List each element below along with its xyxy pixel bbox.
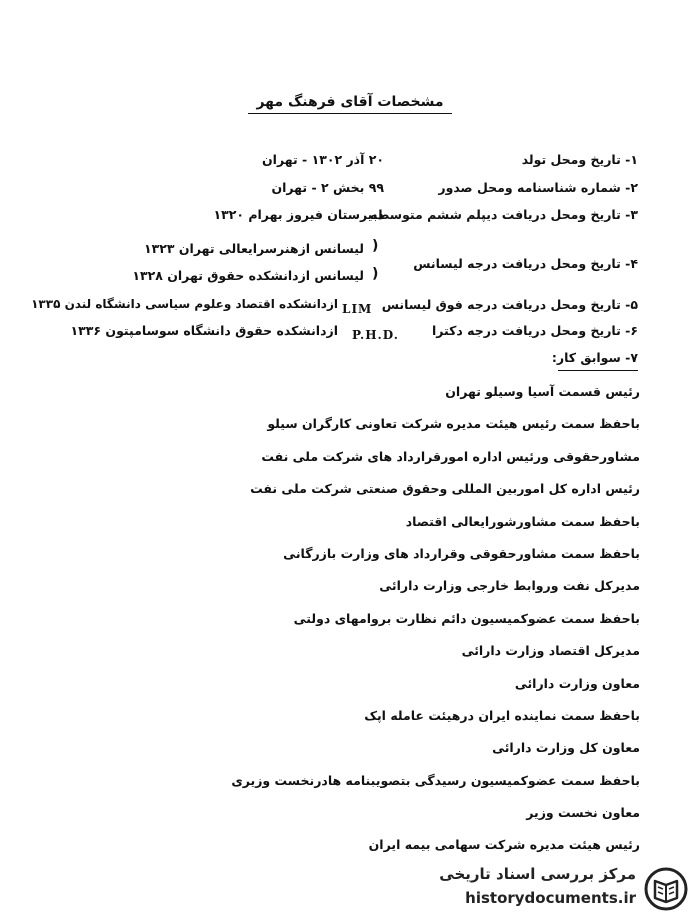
field-label-masters: ۵- تاریخ ومحل دریافت درجه فوق لیسانس <box>381 297 638 312</box>
heading-underline <box>558 370 638 371</box>
field-label-id-number: ۲- شماره شناسنامه ومحل صدور <box>438 180 638 195</box>
degree-abbrev-doctorate: P.H.D. <box>352 328 399 342</box>
field-value-bachelor-2: لیسانس ازدانشکده حقوق تهران ۱۳۲۸ <box>132 268 364 283</box>
career-item: باحفظ سمت نماینده ایران درهیئت عامله اپک <box>364 707 640 723</box>
career-item: باحفظ سمت رئیس هیئت مدیره شرکت تعاونی کارگران سیلو <box>267 416 640 432</box>
career-item: باحفظ سمت مشاورشورایعالی اقتصاد <box>405 513 640 529</box>
career-item: مدیرکل اقتصاد وزارت دارائی <box>461 643 640 659</box>
book-logo-icon <box>644 867 688 911</box>
degree-abbrev-masters: LIM <box>342 302 373 316</box>
career-item: مشاورحقوقی ورئیس اداره امورقرارداد های شرکت ملی نفت <box>261 448 640 464</box>
career-item: معاون کل وزارت دارائی <box>492 740 640 756</box>
career-item: معاون نخست وزیر <box>526 805 640 821</box>
field-label-diploma: ۳- تاریخ ومحل دریافت دیپلم ششم متوسطه <box>370 207 638 222</box>
brace-mark: ) <box>372 266 379 282</box>
career-item: رئیس اداره کل اموربین المللی وحقوق صنعتی شرکت ملی نفت <box>250 481 640 497</box>
career-heading: ۷- سوابق کار: <box>551 350 638 365</box>
career-item: معاون وزارت دارائی <box>514 675 640 691</box>
watermark-title: مرکز بررسی اسناد تاریخی <box>439 865 636 883</box>
watermark-url[interactable]: historydocuments.ir <box>465 889 636 907</box>
career-item: باحفظ سمت عضوکمیسیون رسیدگی بتصویبنامه هادرنخست وزیری <box>231 772 640 788</box>
field-value-doctorate: ازدانشکده حقوق دانشگاه سوسامپتون ۱۳۳۶ <box>70 323 338 338</box>
document-title: مشخصات آقای فرهنگ مهر <box>0 94 700 110</box>
field-label-bachelor: ۴- تاریخ ومحل دریافت درجه لیسانس <box>413 256 638 271</box>
career-item: باحفظ سمت مشاورحقوقی وقرارداد های وزارت بازرگانی <box>283 545 640 561</box>
field-value-bachelor-1: لیسانس ازهنرسرایعالی تهران ۱۳۲۳ <box>144 241 364 256</box>
field-value-diploma: دبیرستان فیروز بهرام ۱۳۲۰ <box>213 207 384 222</box>
field-value-masters: ازدانشکده اقتصاد وعلوم سیاسی دانشگاه لندن ۱۳۳۵ <box>31 297 338 311</box>
archive-watermark <box>388 863 688 915</box>
career-item: رئیس هیئت مدیره شرکت سهامی بیمه ایران <box>368 837 640 853</box>
career-item: باحفظ سمت عضوکمیسیون دائم نظارت بروامهای دولتی <box>293 610 640 626</box>
field-label-birth: ۱- تاریخ ومحل تولد <box>521 152 638 167</box>
career-item: مدیرکل نفت وروابط خارجی وزارت دارائی <box>379 578 640 594</box>
field-label-doctorate: ۶- تاریخ ومحل دریافت درجه دکترا <box>431 323 638 338</box>
brace-mark: ) <box>372 238 379 254</box>
field-value-id-number: ۹۹ بخش ۲ - تهران <box>271 180 384 195</box>
career-item: رئیس قسمت آسیا وسیلو تهران <box>445 384 640 399</box>
career-list <box>80 382 640 868</box>
field-value-birth: ۲۰ آذر ۱۳۰۲ - تهران <box>262 152 384 167</box>
